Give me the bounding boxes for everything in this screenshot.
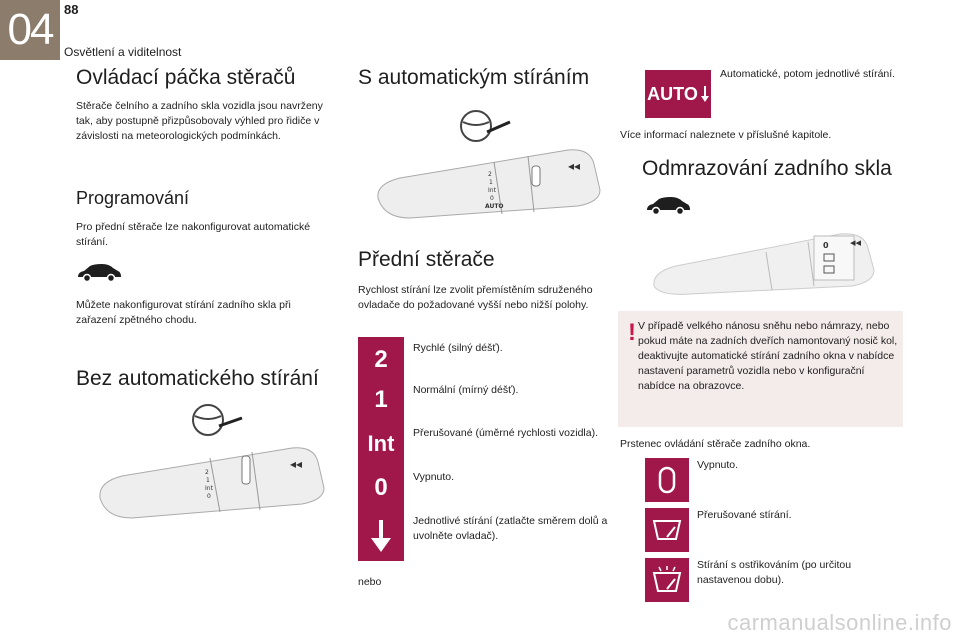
main-title: Ovládací páčka stěračů xyxy=(76,66,296,89)
auto-stalk-illustration xyxy=(372,104,612,225)
ring-item-text: Přerušované stírání. xyxy=(697,509,792,521)
position-text: Rychlé (silný déšť). xyxy=(413,342,503,354)
auto-tile xyxy=(645,70,711,118)
ring-text: Prstenec ovládání stěrače zadního okna. xyxy=(620,438,811,450)
stalk-label: 1 xyxy=(489,179,493,186)
single-wipe-tile xyxy=(358,511,404,561)
front-wipers-text: Rychlost stírání lze zvolit přemístěním sdruženého ovladače do požadované vyšší nebo nižší polohy. xyxy=(358,284,593,311)
ring-item-text: Vypnuto. xyxy=(697,459,739,471)
ring-off-tile xyxy=(645,458,689,502)
stalk-label: 1 xyxy=(206,477,210,484)
no-auto-heading: Bez automatického stírání xyxy=(76,367,319,390)
steering-wheel-icon xyxy=(193,405,242,435)
rear-washer-icon xyxy=(651,565,683,595)
position-text: Vypnuto. xyxy=(413,471,455,483)
position-tile-0: 0 xyxy=(358,465,404,511)
stalk-label: Int xyxy=(488,187,496,194)
intro-text: Stěrače čelního a zadního skla vozidla jsou navrženy tak, aby postupně přizpůsobovaly výhled pro řidiče v závislosti na meteorologických podmínkách. xyxy=(76,100,323,142)
auto-tile-label: AUTO xyxy=(647,83,698,104)
stalk-label: 0 xyxy=(823,241,829,250)
warning-icon: ! xyxy=(628,319,636,346)
position-tile-1: 1 xyxy=(358,377,404,423)
down-arrow-icon xyxy=(701,85,709,103)
warning-text: V případě velkého nánosu sněhu nebo námrazy, nebo pokud máte na zadních dveřích namontovaný nosič kol, deaktivujte automatické stírání zadního okna v nabídce nastavení parametrů vozidla nebo v konfigurační nabídce na obrazovce. xyxy=(638,320,898,392)
position-text: Jednotlivé stírání (zatlačte směrem dolů a uvolněte ovladač). xyxy=(413,515,608,542)
rear-wiper-intermittent-icon xyxy=(651,517,683,543)
svg-text:◂◂: ◂◂ xyxy=(850,236,862,249)
position-text: Přerušované (úměrné rychlosti vozidla). xyxy=(413,427,598,439)
ring-off-icon xyxy=(657,465,677,495)
position-text: Normální (mírný déšť). xyxy=(413,384,519,396)
stalk-label: 0 xyxy=(490,195,494,202)
stalk-label: AUTO xyxy=(485,203,504,210)
auto-text: Automatické, potom jednotlivé stírání. xyxy=(720,68,896,80)
stalk-label: 0 xyxy=(207,493,211,500)
front-wipers-heading: Přední stěrače xyxy=(358,248,495,271)
svg-text:◂◂: ◂◂ xyxy=(568,159,581,173)
auto-heading: S automatickým stíráním xyxy=(358,66,590,89)
ring-washer-tile xyxy=(645,558,689,602)
page-number: 88 xyxy=(64,2,79,17)
svg-text:◂◂: ◂◂ xyxy=(290,457,303,471)
rear-ring-illustration xyxy=(650,222,880,301)
stalk-label: 2 xyxy=(205,469,209,476)
programming-text: Pro přední stěrače lze nakonfigurovat automatické stírání. xyxy=(76,221,311,248)
section-title: Osvětlení a viditelnost xyxy=(64,45,182,59)
ring-intermittent-tile xyxy=(645,508,689,552)
programming-heading: Programování xyxy=(76,188,190,208)
ring-item-text: Stírání s ostřikováním (po určitou nastavenou dobu). xyxy=(697,559,852,586)
watermark: carmanualsonline.info xyxy=(727,610,952,635)
defrost-heading: Odmrazování zadního skla xyxy=(642,157,892,180)
wiper-stalk-illustration xyxy=(92,400,332,525)
position-tile-int: Int xyxy=(358,421,404,467)
car-icon xyxy=(645,195,691,220)
stalk-label: Int xyxy=(205,485,213,492)
car-icon xyxy=(76,262,122,287)
chapter-number: 04 xyxy=(0,0,60,60)
more-info-text: Více informací naleznete v příslušné kapitole. xyxy=(620,129,832,141)
warning-note xyxy=(618,311,903,427)
down-arrow-icon xyxy=(370,518,392,554)
stalk-label: 2 xyxy=(488,171,492,178)
steering-wheel-icon xyxy=(461,111,510,141)
position-tile-2: 2 xyxy=(358,337,404,383)
or-text: nebo xyxy=(358,576,382,588)
rear-config-text: Můžete nakonfigurovat stírání zadního skla při zařazení zpětného chodu. xyxy=(76,299,291,326)
